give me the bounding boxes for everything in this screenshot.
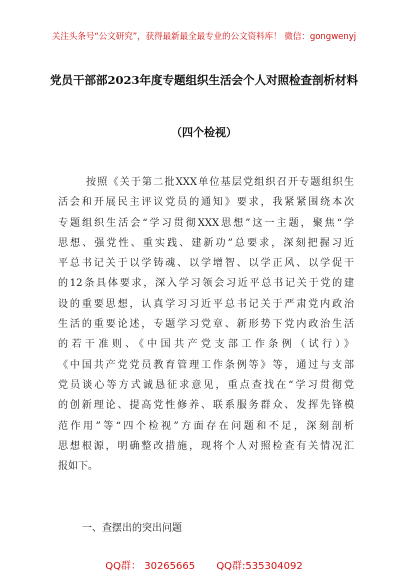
paragraph-line: 党员谈心等方式诚恳征求意见，重点查找在“学习贯彻党 bbox=[58, 379, 354, 391]
paragraph-line: 范作用”等“四个检视”方面存在问题和不足，深刻剖析 bbox=[58, 420, 354, 432]
footer-contacts bbox=[0, 557, 408, 572]
paragraph-line: 专题组织生活会“学习贯彻XXX思想”这一主题，聚焦“学 bbox=[58, 217, 354, 229]
paragraph-line: 活会和开展民主评议党员的通知》要求，我紧紧围绕本次 bbox=[58, 197, 354, 209]
paragraph-line: 的创新理论、提高党性修养、联系服务群众、发挥先锋模 bbox=[58, 400, 354, 412]
paragraph-line: 思想根源，明确整改措施，现将个人对照检查有关情况汇 bbox=[58, 440, 354, 452]
document-subtitle: （四个检视） bbox=[171, 126, 237, 139]
document-title: 党员干部部2023年度专题组织生活会个人对照检查剖析材料 bbox=[49, 73, 358, 87]
paragraph-line: 思想、强党性、重实践、建新功”总要求，深刻把握习近 bbox=[58, 237, 354, 249]
paragraph-line: 《中国共产党党员教育管理工作条例等》等，通过与支部 bbox=[58, 359, 354, 371]
body-paragraph bbox=[58, 173, 354, 477]
footer-qq-group-2: QQ群:535304092 bbox=[216, 561, 303, 572]
paragraph-line: 报如下。 bbox=[58, 461, 98, 473]
paragraph-line: 的12条具体要求，深入学习领会习近平总书记关于党的建 bbox=[58, 278, 354, 290]
footer-qq-group-1: QQ群： 30265665 bbox=[105, 561, 196, 572]
section-heading: 一、查摆出的突出问题 bbox=[82, 523, 182, 534]
paragraph-line: 按照《关于第二批XXX单位基层党组织召开专题组织生 bbox=[86, 177, 354, 188]
paragraph-line: 的若干准则、《中国共产党支部工作条例（试行）》 bbox=[58, 339, 354, 351]
promo-banner: 关注头条号“公文研究”，获得最新最全最专业的公文资料库！ 微信：gongwenyj bbox=[51, 32, 357, 42]
paragraph-line: 设的重要思想，认真学习习近平总书记关于严肃党内政治 bbox=[58, 298, 354, 310]
paragraph-line: 生活的重要论述，专题学习党章、新形势下党内政治生活 bbox=[58, 319, 354, 331]
paragraph-line: 平总书记关于以学铸魂、以学增智、以学正风、以学促干 bbox=[58, 258, 354, 270]
